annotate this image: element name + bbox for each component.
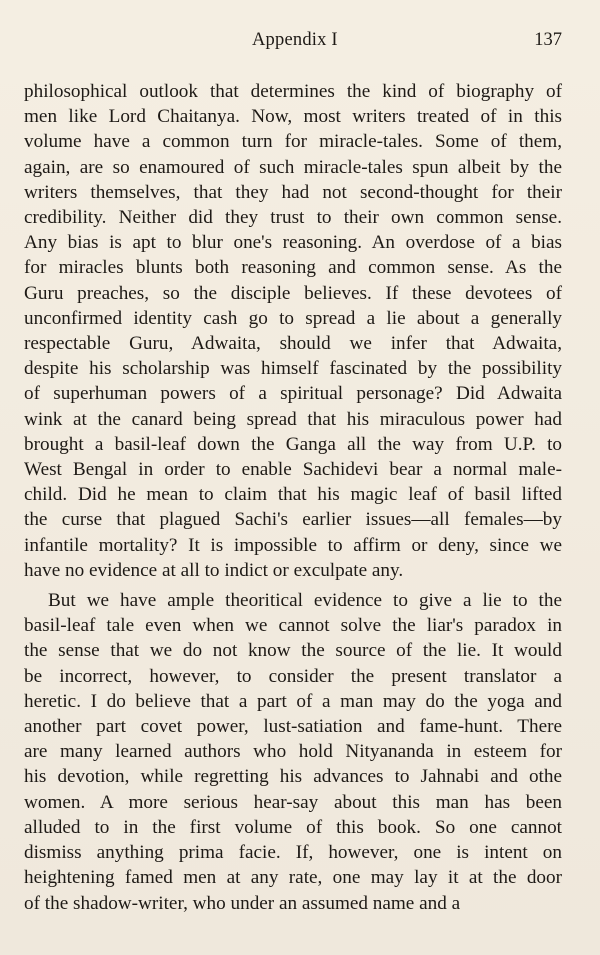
text-line: of superhuman powers of a spiritual personage? Did Adwaita (24, 383, 562, 405)
text-line: child. Did he mean to claim that his magic leaf of basil lifted (24, 484, 562, 506)
text-line: But we have ample theoritical evidence to give a lie to the (48, 590, 562, 612)
text-line: heretic. I do believe that a part of a man may do the yoga and (24, 690, 562, 712)
text-line: again, are so enamoured of such miracle-tales spun albeit by the (24, 156, 562, 178)
text-line: wink at the canard being spread that his miraculous power had (24, 408, 562, 430)
text-line: heightening famed men at any rate, one may lay it at the door (24, 867, 562, 889)
text-line: brought a basil-leaf down the Ganga all the way from U.P. to (24, 433, 562, 455)
text-line: be incorrect, however, to consider the present translator a (24, 665, 562, 687)
text-line: dismiss anything prima facie. If, however, one is intent on (24, 842, 562, 864)
text-line: the curse that plagued Sachi's earlier issues—all females—by (24, 509, 562, 531)
text-line: credibility. Neither did they trust to their own common sense. (24, 207, 562, 229)
text-line: respectable Guru, Adwaita, should we infer that Adwaita, (24, 333, 562, 355)
page-header (0, 30, 600, 58)
text-line: the sense that we do not know the source of the lie. It would (24, 640, 562, 662)
text-line: Any bias is apt to blur one's reasoning. An overdose of a bias (24, 232, 562, 254)
text-line: writers themselves, that they had not second-thought for their (24, 181, 562, 203)
text-line: volume have a common turn for miracle-tales. Some of them, (24, 131, 562, 153)
text-line: women. A more serious hear-say about this man has been (24, 791, 562, 813)
text-line: philosophical outlook that determines the kind of biography of (24, 81, 562, 102)
text-line: his devotion, while regretting his advances to Jahnabi and othe (24, 766, 562, 788)
page-number: 137 (534, 30, 562, 50)
text-line: West Bengal in order to enable Sachidevi bear a normal male- (24, 459, 562, 481)
text-line: another part covet power, lust-satiation and fame-hunt. There (24, 716, 562, 738)
body-text (24, 79, 562, 916)
text-line: alluded to in the first volume of this book. So one cannot (24, 816, 562, 838)
text-line: have no evidence at all to indict or exculpate any. (24, 559, 404, 581)
text-line: for miracles blunts both reasoning and common sense. As the (24, 257, 562, 279)
text-line: of the shadow-writer, who under an assumed name and a (24, 892, 461, 914)
paragraph (24, 588, 562, 916)
running-head: Appendix I (252, 30, 338, 50)
text-line: unconfirmed identity cash go to spread a lie about a generally (24, 307, 562, 329)
text-line: are many learned authors who hold Nityananda in esteem for (24, 741, 562, 763)
text-line: despite his scholarship was himself fascinated by the possibility (24, 358, 562, 380)
text-line: men like Lord Chaitanya. Now, most writers treated of in this (24, 106, 562, 128)
paragraph (24, 79, 562, 583)
text-line: basil-leaf tale even when we cannot solve the liar's paradox in (24, 615, 562, 637)
text-line: Guru preaches, so the disciple believes. If these devotees of (24, 282, 562, 304)
text-line: infantile mortality? It is impossible to affirm or deny, since we (24, 534, 562, 556)
